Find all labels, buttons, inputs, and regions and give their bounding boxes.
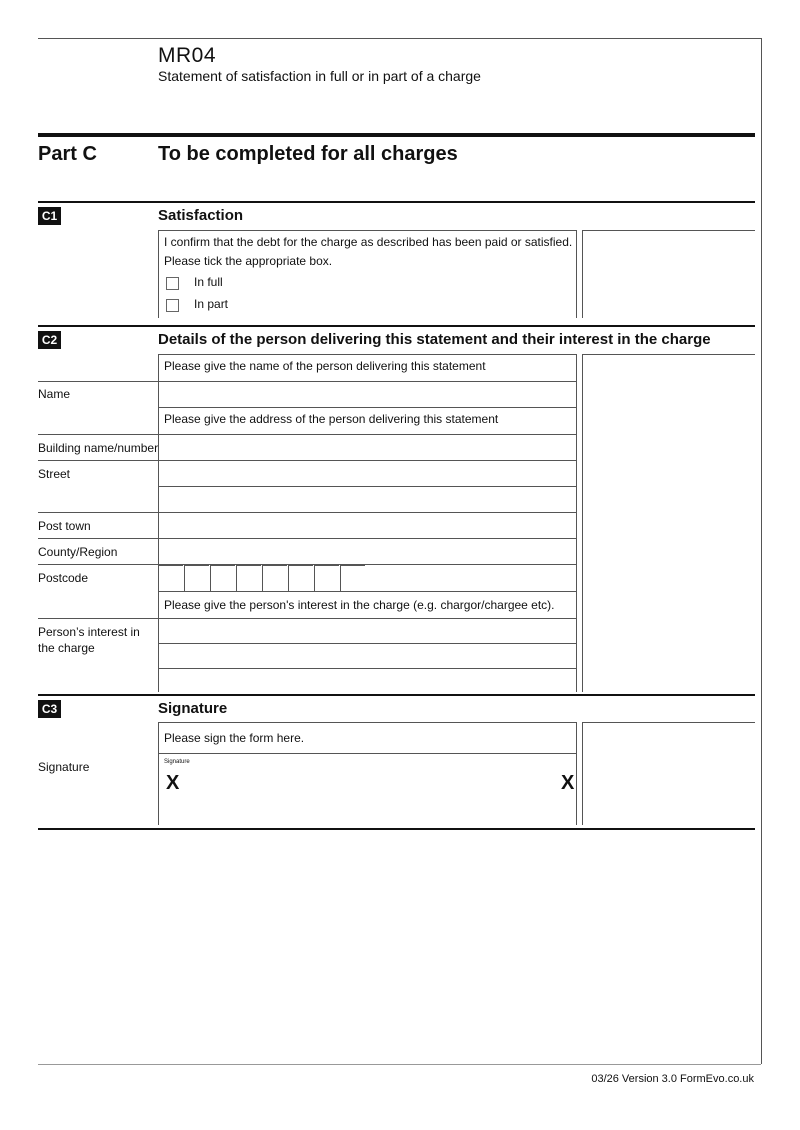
- street-input-2[interactable]: [159, 487, 575, 512]
- c1-box-right: [576, 230, 577, 318]
- in-full-checkbox[interactable]: [166, 277, 179, 290]
- c3-badge: C3: [38, 700, 61, 718]
- c1-title: Satisfaction: [158, 207, 244, 224]
- c1-box-top: [158, 230, 576, 231]
- c3-divider: [38, 694, 755, 696]
- interest-input-1[interactable]: [159, 619, 575, 643]
- c2-address-instruction: Please give the address of the person delivering this statement: [164, 412, 499, 426]
- part-label: Part C: [38, 143, 97, 165]
- c2-divider: [38, 325, 755, 327]
- postcode-box[interactable]: [158, 565, 183, 591]
- building-input[interactable]: [159, 435, 575, 460]
- postcode-box[interactable]: [288, 565, 313, 591]
- street-input-1[interactable]: [159, 461, 575, 486]
- county-input[interactable]: [159, 539, 575, 564]
- c1-box-left: [158, 230, 159, 318]
- postcode-label: Postcode: [38, 571, 89, 585]
- in-full-label: In full: [194, 275, 223, 289]
- form-end-line: [38, 828, 755, 830]
- c2-row-line: [158, 591, 576, 592]
- postcode-box[interactable]: [184, 565, 209, 591]
- page-bottom-border: [38, 1064, 761, 1065]
- c2-side-left: [582, 354, 583, 692]
- c2-badge: C2: [38, 331, 61, 349]
- postcode-box[interactable]: [314, 565, 339, 591]
- footer-version: 03/26 Version 3.0 FormEvo.co.uk: [591, 1073, 754, 1085]
- interest-input-2[interactable]: [159, 644, 575, 668]
- c3-title: Signature: [158, 700, 228, 717]
- page-top-border: [38, 38, 761, 39]
- post-town-input[interactable]: [159, 513, 575, 538]
- c3-box-right: [576, 722, 577, 825]
- c2-row-line: [158, 407, 576, 408]
- c1-badge: C1: [38, 207, 61, 225]
- c1-side-top: [582, 230, 755, 231]
- c1-instruction-2: Please tick the appropriate box.: [164, 254, 333, 268]
- in-part-checkbox[interactable]: [166, 299, 179, 312]
- in-part-label: In part: [194, 297, 229, 311]
- interest-input-3[interactable]: [159, 669, 575, 692]
- part-title: To be completed for all charges: [158, 143, 458, 165]
- c2-side-top: [582, 354, 755, 355]
- postcode-box[interactable]: [340, 565, 365, 591]
- name-label: Name: [38, 387, 71, 401]
- interest-label-1: Person’s interest in: [38, 625, 140, 639]
- c1-divider: [38, 201, 755, 203]
- c2-name-instruction: Please give the name of the person delivering this statement: [164, 359, 486, 373]
- c3-side-left: [582, 722, 583, 825]
- signature-start-x: X: [166, 772, 180, 794]
- c2-row-line: [158, 354, 576, 355]
- postcode-box[interactable]: [262, 565, 287, 591]
- signature-label: Signature: [38, 760, 90, 774]
- c2-right-edge: [576, 354, 577, 692]
- interest-label-2: the charge: [38, 641, 95, 655]
- building-label: Building name/number: [38, 441, 159, 455]
- c3-side-top: [582, 722, 755, 723]
- form-code: MR04: [158, 44, 217, 67]
- signature-end-x: X: [561, 772, 575, 794]
- page-right-border: [761, 38, 762, 1064]
- street-label: Street: [38, 467, 71, 481]
- name-input[interactable]: [159, 382, 575, 407]
- signature-small-label: Signature: [164, 759, 190, 765]
- postcode-box[interactable]: [236, 565, 261, 591]
- c1-instruction-1: I confirm that the debt for the charge as described has been paid or satisfied.: [164, 235, 573, 249]
- c2-interest-instruction: Please give the person's interest in the charge (e.g. chargor/chargee etc).: [164, 598, 555, 612]
- form-subtitle: Statement of satisfaction in full or in part of a charge: [158, 68, 481, 84]
- c3-box-top: [158, 722, 576, 723]
- county-label: County/Region: [38, 545, 118, 559]
- part-divider: [38, 133, 755, 137]
- c2-title: Details of the person delivering this statement and their interest in the charge: [158, 331, 711, 348]
- postcode-box[interactable]: [210, 565, 235, 591]
- c3-instruction: Please sign the form here.: [164, 731, 305, 745]
- signature-field[interactable]: [159, 754, 575, 824]
- post-town-label: Post town: [38, 519, 91, 533]
- c1-side-left: [582, 230, 583, 318]
